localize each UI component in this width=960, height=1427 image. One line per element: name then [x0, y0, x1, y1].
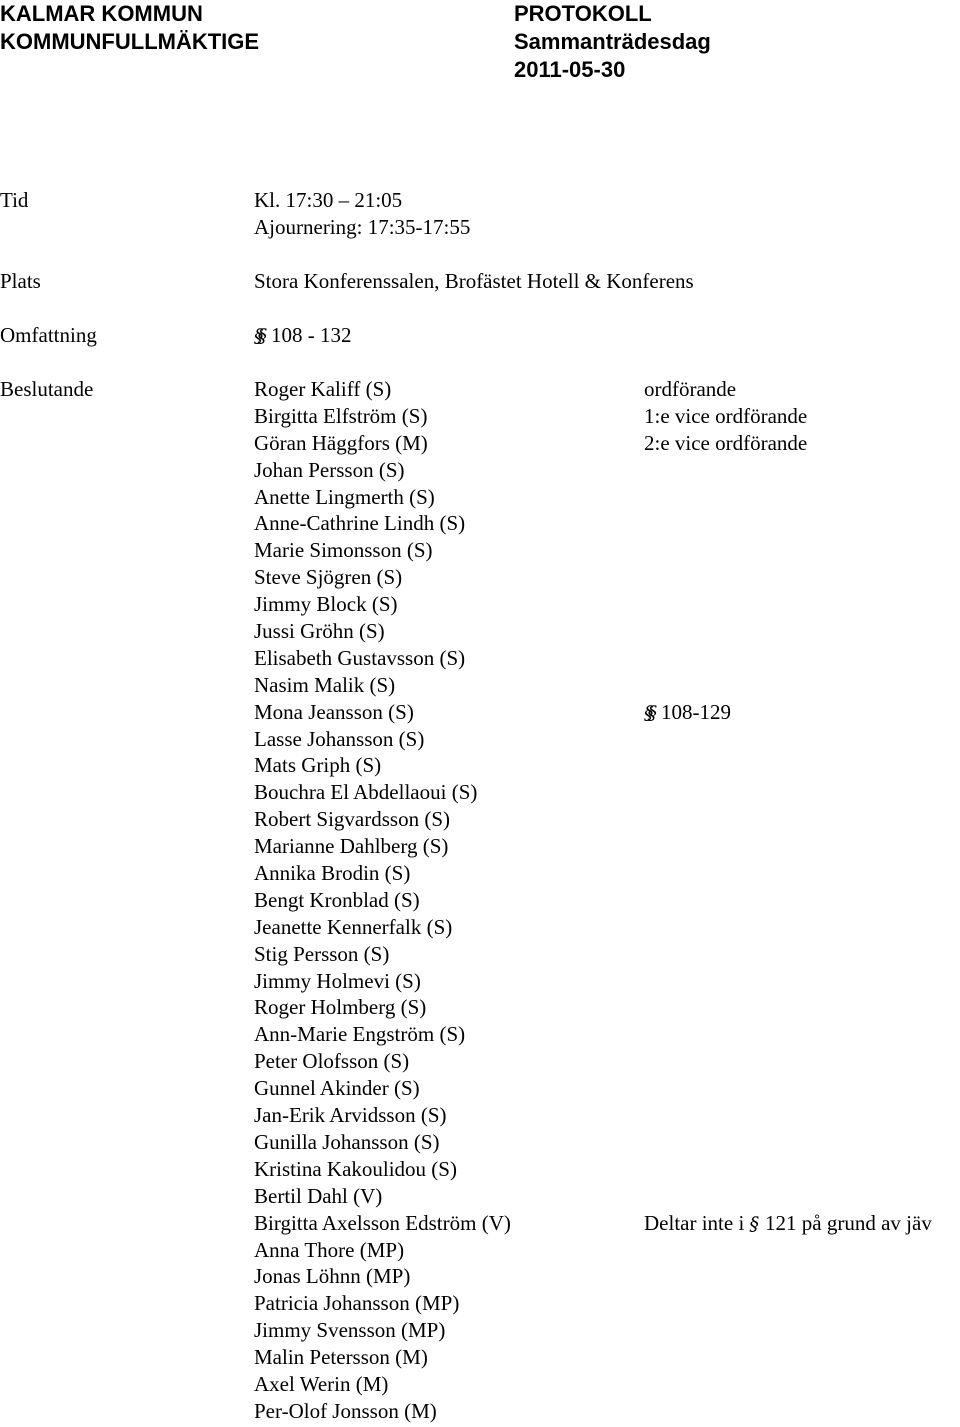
member-name: Ann-Marie Engström (S)	[254, 1022, 466, 1047]
member-name: Anne-Cathrine Lindh (S)	[254, 511, 466, 536]
member-name: Roger Holmberg (S)	[254, 995, 427, 1020]
member-name: Malin Petersson (M)	[254, 1345, 428, 1370]
member-row	[254, 699, 960, 726]
member-row	[254, 1129, 960, 1156]
member-note-prefix: Deltar inte i	[644, 1210, 745, 1235]
tid-adjourn: Ajournering: 17:35-17:55	[254, 215, 471, 239]
member-name: Mona Jeansson (S)	[254, 699, 414, 724]
org-name: KALMAR KOMMUN	[0, 1, 203, 26]
header-right	[514, 0, 711, 84]
meeting-label: Sammanträdesdag	[514, 29, 711, 54]
member-name: Nasim Malik (S)	[254, 672, 396, 697]
member-name: Elisabeth Gustavsson (S)	[254, 645, 466, 670]
member-row	[254, 672, 960, 699]
tid-time: Kl. 17:30 – 21:05	[254, 188, 403, 212]
member-row	[254, 779, 960, 806]
member-row	[254, 1237, 960, 1264]
member-note	[644, 403, 807, 430]
member-row	[254, 510, 960, 537]
member-name: Göran Häggfors (M)	[254, 430, 428, 455]
member-row	[254, 752, 960, 779]
omfattning-label: Omfattning	[0, 323, 97, 347]
member-name: Per-Olof Jonsson (M)	[254, 1398, 437, 1423]
omfattning-row	[254, 322, 352, 350]
member-name: Patricia Johansson (MP)	[254, 1291, 460, 1316]
member-row	[254, 591, 960, 618]
member-row	[254, 1048, 960, 1075]
member-row	[254, 994, 960, 1021]
member-row	[254, 430, 960, 457]
member-name: Axel Werin (M)	[254, 1371, 389, 1396]
plats-label: Plats	[0, 269, 41, 293]
member-row	[254, 457, 960, 484]
member-row	[254, 1398, 960, 1425]
member-row	[254, 1371, 960, 1398]
member-row	[254, 726, 960, 753]
beslutande-label: Beslutande	[0, 377, 94, 401]
document-type: PROTOKOLL	[514, 1, 652, 26]
tid-label: Tid	[0, 188, 29, 212]
member-note-text: 2:e vice ordförande	[644, 430, 808, 455]
member-name: Steve Sjögren (S)	[254, 565, 403, 590]
member-name: Gunnel Akinder (S)	[254, 1076, 420, 1101]
member-row	[254, 618, 960, 645]
member-name: Stig Persson (S)	[254, 941, 390, 966]
member-row	[254, 484, 960, 511]
member-row	[254, 376, 960, 403]
member-name: Peter Olofsson (S)	[254, 1049, 410, 1074]
member-row	[254, 1263, 960, 1290]
paragraph-sign-icon: §§	[644, 701, 651, 724]
member-name: Mats Griph (S)	[254, 753, 382, 778]
member-name: Kristina Kakoulidou (S)	[254, 1156, 457, 1181]
member-name: Anna Thore (MP)	[254, 1237, 405, 1262]
member-name: Bengt Kronblad (S)	[254, 887, 420, 912]
member-name: Robert Sigvardsson (S)	[254, 807, 450, 832]
member-note-text: 1:e vice ordförande	[644, 403, 808, 428]
member-note-text: 108-129	[661, 699, 731, 724]
member-row	[254, 1210, 960, 1237]
member-note	[644, 376, 736, 403]
member-note-text: 121 på grund av jäv	[765, 1210, 932, 1235]
member-name: Johan Persson (S)	[254, 457, 405, 482]
paragraph-sign-icon: §§	[254, 325, 261, 347]
member-name: Jimmy Svensson (MP)	[254, 1318, 446, 1343]
member-row	[254, 914, 960, 941]
omfattning-value: 108 - 132	[271, 323, 352, 347]
member-name: Jimmy Block (S)	[254, 592, 398, 617]
member-row	[254, 887, 960, 914]
member-name: Marianne Dahlberg (S)	[254, 834, 449, 859]
member-row	[254, 1344, 960, 1371]
header-left	[0, 0, 259, 56]
paragraph-sign-icon: §	[749, 1212, 760, 1235]
member-note	[644, 699, 731, 727]
member-row	[254, 1290, 960, 1317]
member-name: Lasse Johansson (S)	[254, 726, 425, 751]
member-name: Jimmy Holmevi (S)	[254, 968, 421, 993]
beslutande-list	[254, 376, 960, 1425]
member-name: Anette Lingmerth (S)	[254, 484, 435, 509]
member-row	[254, 833, 960, 860]
member-note	[644, 430, 807, 457]
member-row	[254, 860, 960, 887]
member-row	[254, 941, 960, 968]
member-row	[254, 968, 960, 995]
member-name: Jussi Gröhn (S)	[254, 619, 385, 644]
member-row	[254, 1102, 960, 1129]
member-name: Marie Simonsson (S)	[254, 538, 433, 563]
member-name: Jonas Löhnn (MP)	[254, 1264, 411, 1289]
plats-value: Stora Konferenssalen, Brofästet Hotell & Konferens	[254, 269, 694, 293]
member-row	[254, 645, 960, 672]
org-body: KOMMUNFULLMÄKTIGE	[0, 29, 260, 54]
member-row	[254, 806, 960, 833]
member-row	[254, 1021, 960, 1048]
member-row	[254, 564, 960, 591]
member-name: Gunilla Johansson (S)	[254, 1129, 440, 1154]
member-name: Bouchra El Abdellaoui (S)	[254, 780, 478, 805]
member-row	[254, 1317, 960, 1344]
member-name: Birgitta Axelsson Edström (V)	[254, 1210, 511, 1235]
member-row	[254, 1156, 960, 1183]
member-name: Birgitta Elfström (S)	[254, 403, 428, 428]
member-name: Roger Kaliff (S)	[254, 377, 392, 401]
member-note	[644, 1210, 932, 1238]
member-row	[254, 1075, 960, 1102]
member-row	[254, 403, 960, 430]
member-row	[254, 1183, 960, 1210]
member-note-text: ordförande	[644, 377, 737, 401]
member-name: Jan-Erik Arvidsson (S)	[254, 1103, 447, 1128]
meeting-date: 2011-05-30	[514, 57, 626, 82]
member-name: Annika Brodin (S)	[254, 861, 411, 886]
member-name: Jeanette Kennerfalk (S)	[254, 914, 453, 939]
member-name: Bertil Dahl (V)	[254, 1183, 383, 1208]
member-row	[254, 537, 960, 564]
